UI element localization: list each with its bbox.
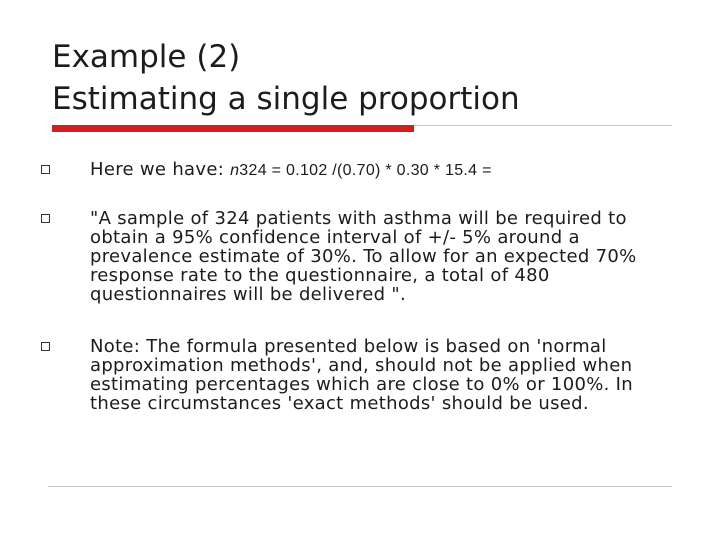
slide-title [52,36,692,120]
title-underline-gray [414,125,672,126]
square-bullet-icon [41,342,50,351]
footer-divider [48,486,672,487]
bullet-item-note [38,337,678,413]
bullet-text: "A sample of 324 patients with asthma will be required to obtain a 95% confidence interval of +/- 5% around a prevalence estimate of 30%. To allow for an expected 70% response rate to the questionnaire, a total of 480 questionnaires will be delivered ". [90,208,637,305]
square-bullet-icon [41,214,50,223]
bullet-item-sample-quote [38,209,678,304]
formula-variable: n [230,162,240,179]
bullet-lead-text: Here we have: [90,159,231,180]
bullet-text: Note: The formula presented below is based on 'normal approximation methods', and, should not be applied when estimating percentages which are close to 0% or 100%. In these circumstances 'exact methods' should be used. [90,336,633,414]
formula [230,162,492,179]
title-line-1: Example (2) [52,39,241,75]
square-bullet-icon [41,165,50,174]
bullet-list [38,160,678,413]
title-underline-red [52,125,414,132]
formula-expression: 324 = 0.102 /(0.70) * 0.30 * 15.4 = [239,162,492,179]
bullet-item-formula [38,160,678,180]
title-line-2: Estimating a single proportion [52,81,520,117]
